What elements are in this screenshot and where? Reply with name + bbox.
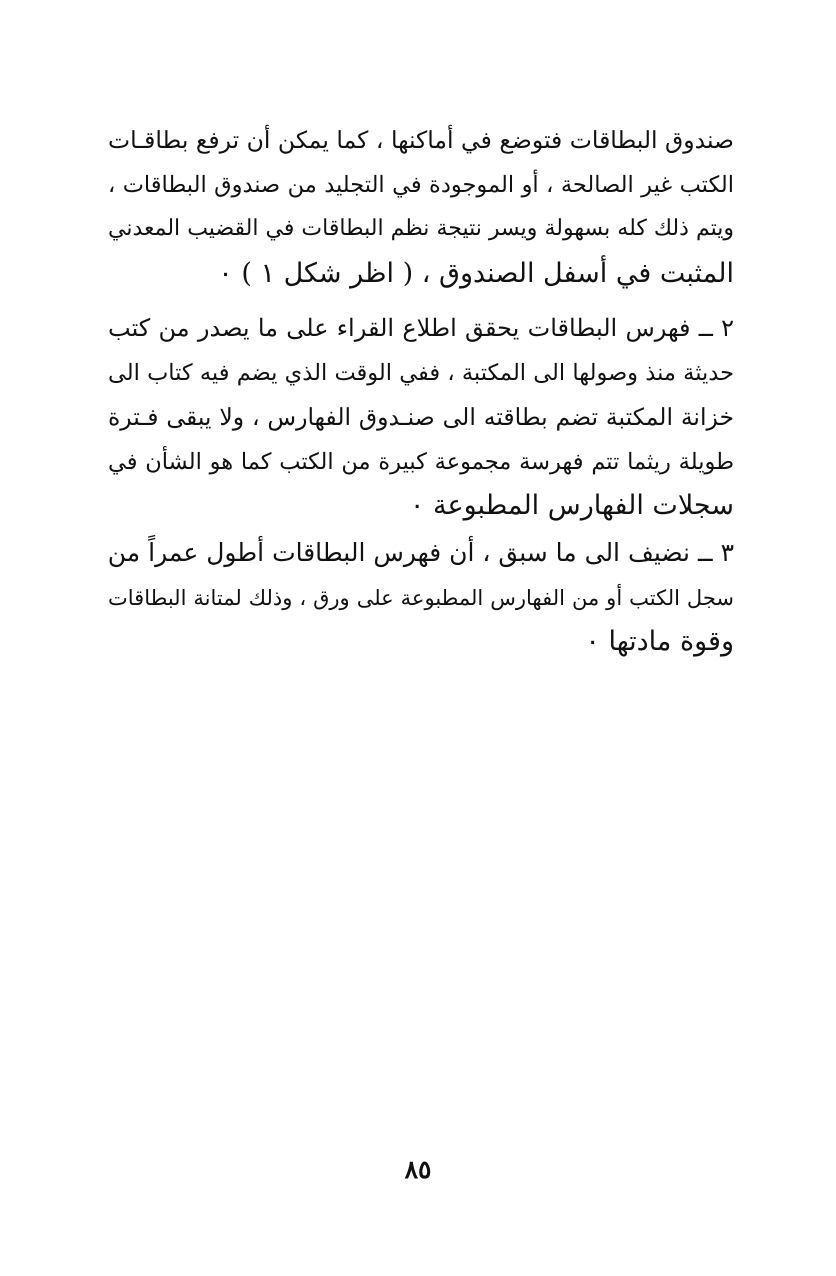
page-number: ٨٥ [404,1155,432,1184]
paragraph-2 [108,306,734,529]
paragraph-1 [108,118,734,296]
text-line: المثبت في أسفل الصندوق ، ( اظر شكل ١ ) ٠ [218,257,734,289]
text-line: حديثة منذ وصولها الى المكتبة ، ففي الوقت الذي يضم فيه كتاب الى [108,359,734,386]
text-line: الكتب غير الصالحة ، أو الموجودة في التجليد من صندوق البطاقات ، [108,171,734,198]
text-line: ٣ ــ نضيف الى ما سبق ، أن فهرس البطاقات أطول عمراً من [107,538,734,567]
text-line: طويلة ريثما تتم فهرسة مجموعة كبيرة من الكتب كما هو الشأن في [108,448,734,475]
text-line: سجل الكتب أو من الفهارس المطبوعة على ورق ، وذلك لمتانة البطاقات [108,585,734,610]
text-line: ٢ ــ فهرس البطاقات يحقق اطلاع القراء على ما يصدر من كتب [108,314,735,342]
text-line: سجلات الفهارس المطبوعة ٠ [409,490,734,521]
text-line: ويتم ذلك كله بسهولة ويسر نتيجة نظم البطاقات في القضيب المعدني [108,216,734,241]
text-line: خزانة المكتبة تضم بطاقته الى صنـدوق الفهارس ، ولا يبقى فـترة [108,403,734,431]
text-line: صندوق البطاقات فتوضع في أماكنها ، كما يمكن أن ترفع بطاقـات [108,126,734,154]
text-line: وقوة مادتها ٠ [585,626,734,657]
paragraph-3 [108,531,734,665]
